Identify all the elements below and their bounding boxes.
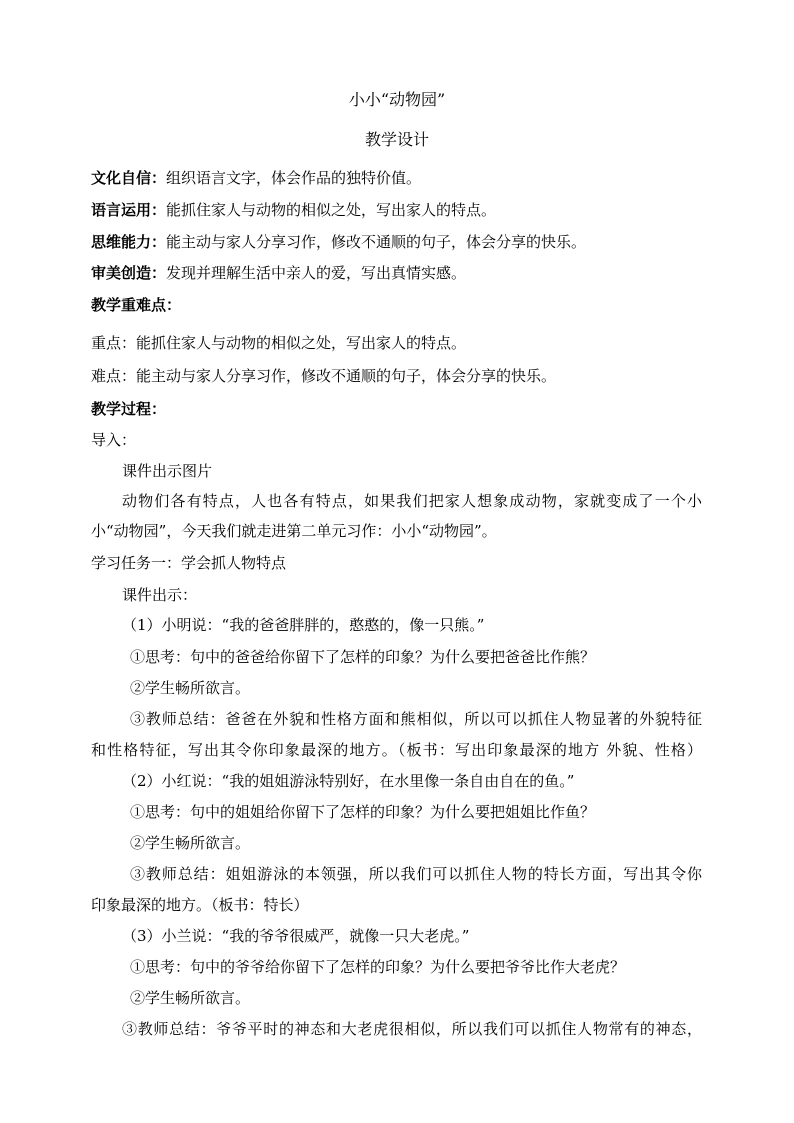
intro-paragraph: 小“动物园”，今天我们就走进第二单元习作：小小“动物园”。 [91,522,497,540]
key-point: 重点：能抓住家人与动物的相似之处，写出家人的特点。 [91,334,467,352]
example-summary: ③教师总结：爷爷平时的神态和大老虎很相似，所以我们可以抓住人物常有的神态， [122,1020,702,1038]
goal-text: 组织语言文字，体会作品的独特价值。 [166,169,422,187]
goal-culture [91,168,421,188]
example-student: ②学生畅所欲言。 [130,834,251,852]
goal-thinking [91,232,586,252]
courseware-label: 课件出示： [122,586,198,604]
example-summary: 和性格特征，写出其令你印象最深的地方。（板书：写出印象最深的地方 外貌、性格） [91,741,702,759]
example-summary: ③教师总结：姐姐游泳的本领强，所以我们可以抓住人物的特长方面，写出其令你 [130,865,702,883]
goal-text: 能主动与家人分享习作，修改不通顺的句子，体会分享的快乐。 [166,233,587,251]
intro-paragraph: 动物们各有特点，人也各有特点，如果我们把家人想象成动物，家就变成了一个小 [122,492,702,510]
example-student: ②学生畅所欲言。 [130,989,251,1007]
key-points-heading: 教学重难点： [91,296,182,314]
example-quote: （3）小兰说：“我的爷爷很威严，就像一只大老虎。” [122,927,470,945]
difficult-point: 难点：能主动与家人分享习作，修改不通顺的句子，体会分享的快乐。 [91,367,557,385]
example-quote: （2）小红说：“我的姐姐游泳特别好，在水里像一条自由自在的鱼。” [122,772,575,790]
task1-heading: 学习任务一：学会抓人物特点 [91,554,287,572]
example-summary: 印象最深的地方。（板书：特长） [91,896,309,914]
goal-text: 能抓住家人与动物的相似之处，写出家人的特点。 [166,201,497,219]
process-heading: 教学过程： [91,400,167,418]
goal-label: 思维能力： [91,233,167,251]
example-question: ①思考：句中的爷爷给你留下了怎样的印象？为什么要把爷爷比作大老虎？ [130,958,626,976]
example-question: ①思考：句中的姐姐给你留下了怎样的印象？为什么要把姐姐比作鱼？ [130,803,596,821]
goal-language [91,200,496,220]
intro-label: 导入： [91,431,137,449]
example-question: ①思考：句中的爸爸给你留下了怎样的印象？为什么要把爸爸比作熊？ [130,648,596,666]
document-title: 小小“动物园” [348,90,446,109]
goal-text: 发现并理解生活中亲人的爱，写出真情实感。 [166,264,467,282]
goal-label: 语言运用： [91,201,167,219]
goal-label: 审美创造： [91,264,167,282]
intro-paragraph: 课件出示图片 [122,462,213,480]
example-summary: ③教师总结：爸爸在外貌和性格方面和熊相似，所以可以抓住人物显著的外貌特征 [130,710,702,728]
example-student: ②学生畅所欲言。 [130,679,251,697]
document-subtitle: 教学设计 [364,130,429,149]
example-quote: （1）小明说：“我的爸爸胖胖的，憨憨的，像一只熊。” [122,616,485,634]
goal-aesthetic [91,263,466,283]
goal-label: 文化自信： [91,169,167,187]
